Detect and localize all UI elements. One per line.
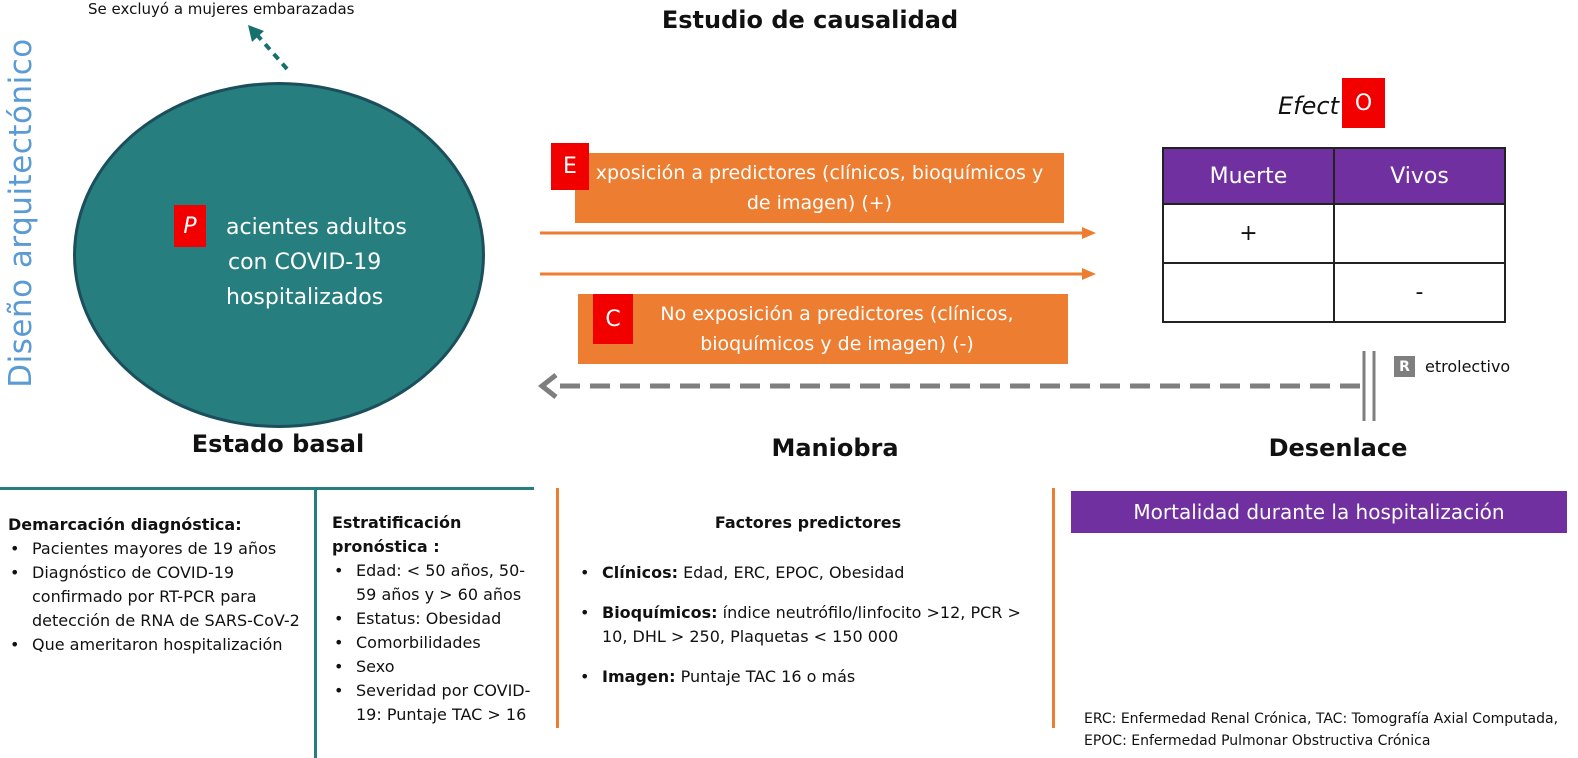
stratification-panel <box>332 511 532 727</box>
table-cell: - <box>1334 263 1505 322</box>
outcome-table <box>1162 147 1506 323</box>
exposure-line: xposición a predictores (clínicos, bioquímicos y <box>595 162 1044 184</box>
predictor-label: Bioquímicos: <box>602 603 718 622</box>
table-cell <box>1163 263 1334 322</box>
predictor-text: índice neutrófilo/linfocito >12, PCR > 10, DHL > 250, Plaquetas < 150 000 <box>602 603 1021 646</box>
stratification-item: • Severidad por COVID-19: Puntaje TAC > 16 <box>356 679 532 727</box>
retro-text: etrolectivo <box>1425 357 1511 376</box>
stratification-item: • Estatus: Obesidad <box>356 607 532 631</box>
predictor-item <box>602 665 1038 689</box>
population-line: acientes adultos <box>226 215 407 240</box>
vertical-title: Diseño arquitectónico <box>3 38 39 388</box>
effect-label: Efect <box>1278 92 1339 120</box>
section-title-outcome: Desenlace <box>1268 434 1408 462</box>
table-header-alive: Vivos <box>1334 148 1505 204</box>
table-cell <box>1334 204 1505 263</box>
demarcation-item: • Pacientes mayores de 19 años <box>32 537 308 561</box>
stratification-item: • Edad: < 50 años, 50-59 años y > 60 años <box>356 559 532 607</box>
baseline-divider <box>0 487 534 490</box>
table-cell: + <box>1163 204 1334 263</box>
stratification-item: • Sexo <box>356 655 532 679</box>
demarcation-item: • Que ameritaron hospitalización <box>32 633 308 657</box>
exclusion-arrow-icon <box>240 22 300 74</box>
demarcation-heading: Demarcación diagnóstica: <box>8 515 242 534</box>
retrospective-arrow-icon <box>536 345 1388 423</box>
population-line: con COVID-19 <box>228 250 382 275</box>
baseline-column-divider <box>314 487 317 758</box>
main-title: Estudio de causalidad <box>661 6 959 34</box>
control-line: bioquímicos y de imagen) (-) <box>700 333 974 355</box>
exclusion-note: Se excluyó a mujeres embarazadas <box>88 0 355 18</box>
table-header-death: Muerte <box>1163 148 1334 204</box>
exposure-badge: E <box>551 143 589 190</box>
predictors-panel <box>578 511 1038 689</box>
section-title-maneuver: Maniobra <box>771 434 899 462</box>
demarcation-panel <box>8 513 308 657</box>
demarcation-item: • Diagnóstico de COVID-19 confirmado por RT-PCR para detección de RNA de SARS-CoV-2 <box>32 561 308 633</box>
predictor-label: Clínicos: <box>602 563 678 582</box>
outcome-bar: Mortalidad durante la hospitalización <box>1071 491 1567 533</box>
stratification-item: • Comorbilidades <box>356 631 532 655</box>
control-line: No exposición a predictores (clínicos, <box>660 303 1014 325</box>
population-badge: P <box>174 205 206 247</box>
footnote-line: EPOC: Enfermedad Pulmonar Obstructiva Crónica <box>1084 733 1431 749</box>
predictor-item <box>602 561 1038 585</box>
predictor-item <box>602 601 1038 649</box>
footnote <box>1084 708 1558 752</box>
retro-badge: R <box>1394 356 1415 377</box>
predictor-text: Puntaje TAC 16 o más <box>675 667 856 686</box>
exposure-box <box>575 153 1064 223</box>
predictor-text: Edad, ERC, EPOC, Obesidad <box>677 563 905 582</box>
predictor-label: Imagen: <box>602 667 676 686</box>
stratification-heading: Estratificación pronóstica : <box>332 513 462 556</box>
exposure-line: de imagen) (+) <box>746 192 893 214</box>
exposure-arrows-icon <box>538 222 1100 286</box>
maneuver-right-divider <box>1052 488 1055 728</box>
population-line: hospitalizados <box>226 285 384 310</box>
section-title-baseline: Estado basal <box>191 430 365 458</box>
population-text <box>220 210 420 315</box>
predictors-heading: Factores predictores <box>714 513 902 532</box>
maneuver-left-divider <box>556 488 559 728</box>
control-badge: C <box>593 294 633 344</box>
effect-badge: O <box>1342 78 1385 128</box>
footnote-line: ERC: Enfermedad Renal Crónica, TAC: Tomografía Axial Computada, <box>1084 711 1559 727</box>
